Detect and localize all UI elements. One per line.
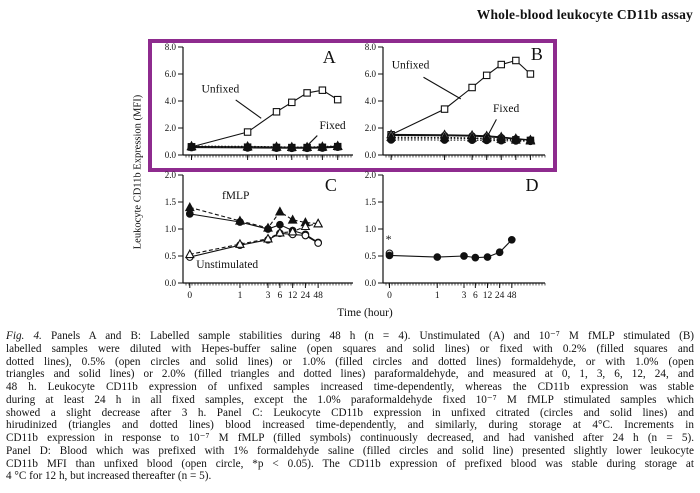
y-tick-label: 2.0 [164, 123, 176, 133]
x-axis-label: Time (hour) [337, 307, 393, 319]
series-circle-open [187, 230, 322, 260]
x-tick-label: 1 [434, 291, 440, 301]
x-tick-label: 6 [472, 291, 478, 301]
y-tick-label: 8.0 [364, 42, 376, 52]
y-tick-label: 8.0 [164, 42, 176, 52]
x-tick-label: 12 [287, 291, 298, 301]
caption-line: CD11b expression in response to 10⁻⁷ M fMLP (filled symbols) continuously decreased, and had vanished after 24 h (n = 5). [6, 432, 694, 444]
y-tick-label: 6.0 [364, 69, 376, 79]
y-tick-label: 0.5 [164, 251, 176, 261]
y-tick-label: 1.5 [164, 197, 176, 207]
panel-d-chart [348, 165, 577, 317]
series-circle-filled [187, 211, 322, 246]
y-tick-label: 0.5 [364, 251, 376, 261]
panel-letter: C [324, 175, 337, 196]
caption-line: during at least 24 h in all fixed samples, except the 1.0% paraformaldehyde fixed 10⁻⁷ M fMLP stimulated samples which [6, 393, 694, 406]
caption-line [6, 330, 694, 343]
caption-text: Panels A and B: Labelled sample stabilities during 48 h (n = 4). Unstimulated (A) and 10⁻⁷ M fMLP stimulated (B) [50, 330, 695, 342]
x-tick-label: 3 [265, 291, 271, 301]
y-tick-label: 1.5 [364, 197, 376, 207]
y-axis-label: Leukocyte CD11b Expression (MFI) [132, 94, 144, 250]
x-tick-label: 6 [277, 291, 283, 301]
y-tick-label: 2.0 [364, 170, 376, 180]
annotation-fixed: Fixed [319, 120, 346, 133]
annotation-: * [385, 232, 392, 247]
y-tick-label: 1.0 [164, 224, 176, 234]
caption-line: triangles and solid lines) or 2.0% (filled triangles and dotted lines) paraformaldehyde, and measured at 0, 1, 3, 6, 12, 24, and [6, 368, 694, 381]
y-tick-label: 2.0 [364, 123, 376, 133]
panel-letter: A [322, 47, 336, 68]
annotation-unfixed: Unfixed [201, 83, 240, 96]
caption-line: CD11b MFI than unfixed blood (open circle, *p < 0.05). The CD11b expression of prefixed blood was stable during storage at [6, 457, 694, 470]
y-tick-label: 0.0 [164, 278, 176, 288]
y-tick-label: 0.0 [164, 150, 176, 160]
x-tick-label: 48 [313, 291, 323, 301]
annotation-fixed: Fixed [493, 102, 520, 115]
x-tick-label: 12 [482, 291, 493, 301]
page-title: Whole-blood leukocyte CD11b assay [476, 7, 693, 22]
x-tick-label: 48 [507, 291, 517, 301]
x-tick-label: 0 [387, 291, 392, 301]
y-tick-label: 6.0 [164, 69, 176, 79]
y-tick-label: 2.0 [164, 170, 176, 180]
panel-letter: D [525, 175, 539, 196]
panel-c-chart [148, 165, 385, 317]
panel-letter: B [530, 43, 543, 64]
figure-label: Fig. 4. [6, 330, 42, 342]
highlight-box [148, 39, 557, 172]
x-tick-label: 3 [461, 291, 467, 301]
x-tick-label: 24 [494, 291, 505, 301]
y-tick-label: 1.0 [364, 224, 376, 234]
caption-line: hirudinized (triangles and dotted lines) blood increased time-dependently, and similarly, during storage at 4°C. Increments in [6, 419, 694, 432]
x-tick-label: 0 [187, 291, 193, 301]
y-tick-label: 0.0 [364, 278, 376, 288]
x-tick-label: 1 [237, 291, 243, 301]
series-triangle-filled [186, 203, 322, 231]
y-tick-label: 0.0 [364, 150, 376, 160]
caption-line: 4 °C for 12 h, but increased thereafter (n = 5). [6, 470, 212, 483]
series-triangle-open [186, 219, 322, 257]
annotation-unstimulated: Unstimulated [196, 258, 259, 271]
caption-line: Panel D: Blood which was prefixed with 1% formaldehyde saline (filled circles and solid line) presented slightly lower leukocyte [6, 444, 694, 457]
annotation-fmlp: fMLP [221, 189, 250, 202]
caption-line: dotted lines), 0.5% (open circles and solid lines) or 1.0% (filled circles and dotted lines) formaldehyde, or with 1.0% (open [6, 355, 694, 368]
figure-caption [6, 330, 694, 483]
caption-line: showed a slight decrease after 3 h. Panel C: Leukocyte CD11b expression in unfixed citrated (circles and solid lines) and [6, 406, 694, 419]
y-tick-label: 4.0 [364, 96, 376, 106]
caption-line: 48 h. Leukocyte CD11b expression of unfixed samples increased time-dependently, whereas the CD11b expression was stable [6, 381, 694, 393]
x-tick-label: 24 [300, 291, 311, 301]
series-circle-filled [386, 237, 515, 261]
caption-line: labelled samples were diluted with Hepes-buffer saline (open squares and solid lines) or fixed with 0.2% (filled squares and [6, 342, 694, 355]
annotation-unfixed: Unfixed [391, 59, 430, 72]
y-tick-label: 4.0 [164, 96, 176, 106]
series-circle-open [386, 250, 393, 257]
